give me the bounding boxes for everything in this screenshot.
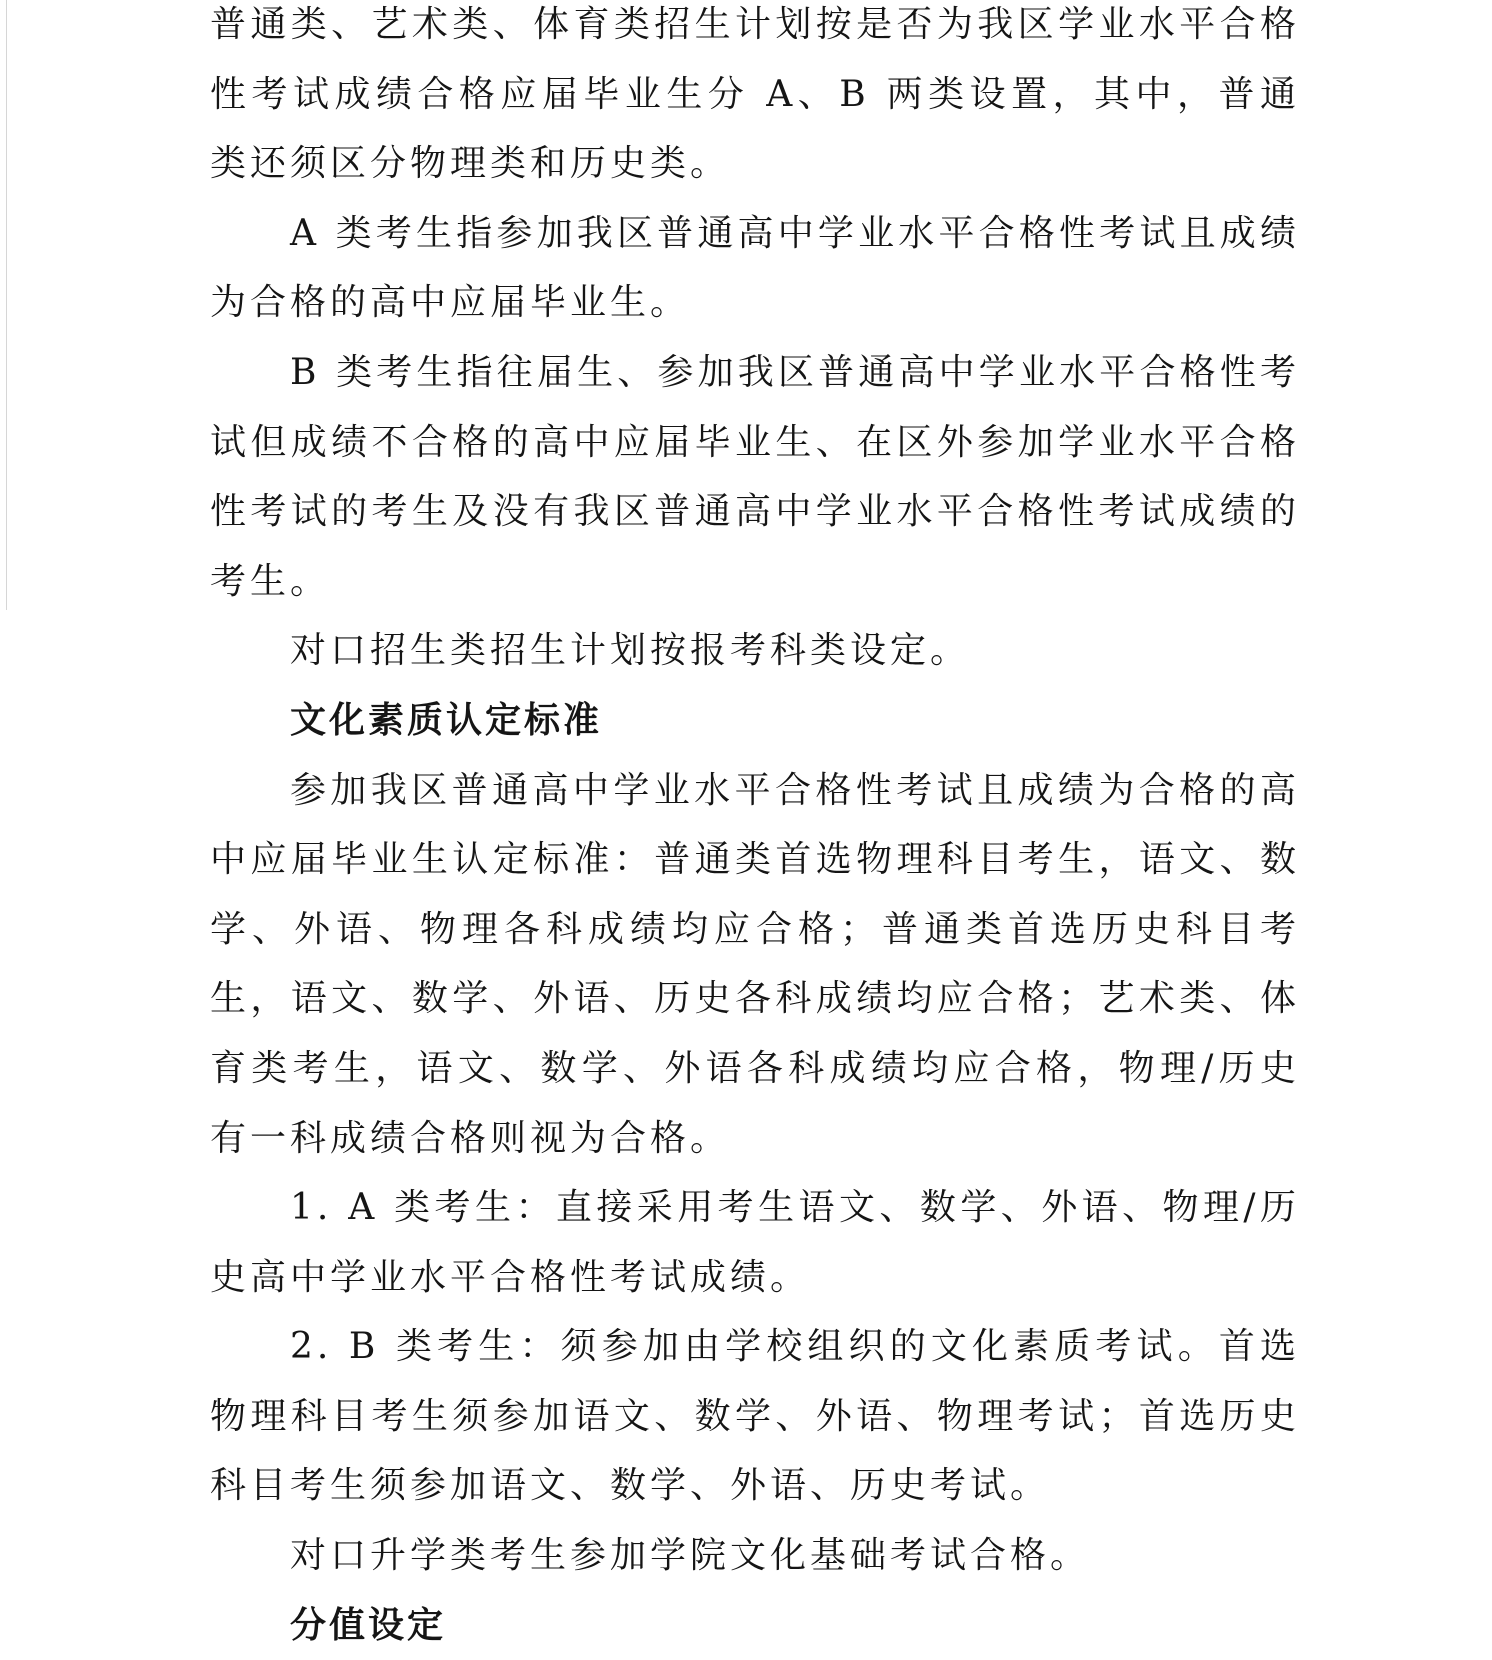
heading-score-setting: 分值设定	[290, 1603, 447, 1646]
paragraph-class-b-rule: 2. B 类考生：须参加由学校组织的文化素质考试。首选物理科目考生须参加语文、数学、外语、物理考试；首选历史科目考生须参加语文、数学、外语、历史考试。	[210, 1326, 1300, 1507]
paragraph-vocational-plan: 对口招生类招生计划按报考科类设定。	[290, 630, 971, 672]
paragraph-class-b-definition: B 类考生指往届生、参加我区普通高中学业水平合格性考试但成绩不合格的高中应届毕业生、在区外参加学业水平合格性考试的考生及没有我区普通高中学业水平合格性考试成绩的考生。	[210, 351, 1300, 602]
paragraph-qualification-standard: 参加我区普通高中学业水平合格性考试且成绩为合格的高中应届毕业生认定标准：普通类首选物理科目考生，语文、数学、外语、物理各科成绩均应合格；普通类首选历史科目考生，语文、数学、外语、历史各科成绩均应合格；艺术类、体育类考生，语文、数学、外语各科成绩均应合格，物理/历史有一科成绩合格则视为合格。	[210, 769, 1300, 1159]
paragraph-class-a-definition: A 类考生指参加我区普通高中学业水平合格性考试且成绩为合格的高中应届毕业生。	[210, 212, 1300, 324]
paragraph-plan-categories: 普通类、艺术类、体育类招生计划按是否为我区学业水平合格性考试成绩合格应届毕业生分 A、B 两类设置，其中，普通类还须区分物理类和历史类。	[210, 4, 1300, 185]
scan-edge-line	[6, 0, 7, 610]
paragraph-vocational-exam: 对口升学类考生参加学院文化基础考试合格。	[290, 1535, 1091, 1577]
paragraph-class-a-rule: 1. A 类考生：直接采用考生语文、数学、外语、物理/历史高中学业水平合格性考试成绩。	[210, 1187, 1300, 1298]
document-body	[210, 0, 1300, 1660]
heading-cultural-quality-standard: 文化素质认定标准	[290, 698, 603, 741]
